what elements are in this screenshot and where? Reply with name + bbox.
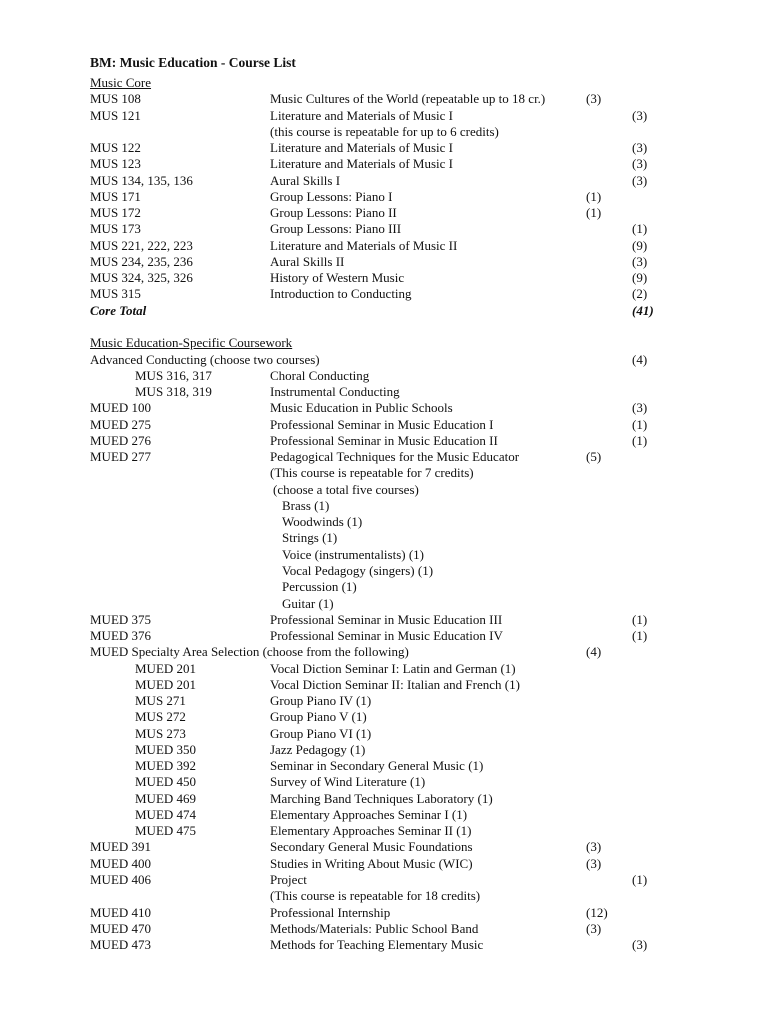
section-heading-row <box>0 75 768 91</box>
section-heading: Music Education-Specific Coursework <box>90 335 293 351</box>
course-code: MUED 450 <box>135 774 197 790</box>
course-code: MUS 318, 319 <box>135 384 212 400</box>
credit-value: (3) <box>632 253 648 269</box>
credit-value: (1) <box>632 432 648 448</box>
credit-value: (3) <box>586 920 602 936</box>
course-note: Vocal Pedagogy (singers) (1) <box>282 562 434 578</box>
credit-value: (4) <box>632 351 648 367</box>
course-title: Professional Internship <box>270 904 391 920</box>
course-note: (This course is repeatable for 18 credits) <box>270 888 481 904</box>
course-row <box>0 254 768 270</box>
course-row <box>0 709 768 725</box>
course-title: Group Lessons: Piano I <box>270 188 393 204</box>
course-row <box>0 742 768 758</box>
course-row <box>0 352 768 368</box>
total-row <box>0 303 768 319</box>
credit-value: (3) <box>632 156 648 172</box>
document-title: BM: Music Education - Course List <box>90 55 296 70</box>
total-credit-value: (41) <box>632 302 654 318</box>
credit-value: (1) <box>586 205 602 221</box>
course-row <box>0 823 768 839</box>
course-row <box>0 108 768 124</box>
course-code: MUS 271 <box>135 693 186 709</box>
course-code: MUED 275 <box>90 416 152 432</box>
course-note: Brass (1) <box>282 497 330 513</box>
credit-value: (1) <box>632 611 648 627</box>
course-title: Marching Band Techniques Laboratory (1) <box>270 790 493 806</box>
course-row <box>0 872 768 888</box>
note-row <box>0 514 768 530</box>
course-row <box>0 644 768 660</box>
credit-value: (1) <box>586 188 602 204</box>
section-heading: Music Core <box>90 75 152 90</box>
course-title: Group Lessons: Piano II <box>270 205 397 221</box>
course-row <box>0 400 768 416</box>
course-title: Literature and Materials of Music I <box>270 156 454 172</box>
course-code: MUS 272 <box>135 709 186 725</box>
course-code: MUS 324, 325, 326 <box>90 270 193 286</box>
course-code: MUS 173 <box>90 221 141 237</box>
note-row <box>0 498 768 514</box>
course-title: Studies in Writing About Music (WIC) <box>270 855 473 871</box>
course-title: Secondary General Music Foundations <box>270 839 473 855</box>
course-note: (this course is repeatable for up to 6 credits) <box>270 123 499 139</box>
course-row <box>0 91 768 107</box>
course-note: (choose a total five courses) <box>273 481 419 497</box>
course-code: MUED 470 <box>90 920 152 936</box>
credit-value: (12) <box>586 904 608 920</box>
course-code: MUED 350 <box>135 741 197 757</box>
course-title: Group Piano V (1) <box>270 709 367 725</box>
course-code: MUED 376 <box>90 628 152 644</box>
credit-value: (1) <box>632 628 648 644</box>
course-row <box>0 758 768 774</box>
course-row <box>0 286 768 302</box>
course-code: MUS 121 <box>90 107 141 123</box>
course-note: Percussion (1) <box>282 579 357 595</box>
course-row <box>0 417 768 433</box>
course-title: Methods for Teaching Elementary Music <box>270 937 484 953</box>
course-code: MUED 473 <box>90 937 152 953</box>
course-title: Elementary Approaches Seminar I (1) <box>270 806 468 822</box>
credit-value: (3) <box>632 937 648 953</box>
course-title: Group Piano VI (1) <box>270 725 372 741</box>
credit-value: (5) <box>586 449 602 465</box>
note-row <box>0 124 768 140</box>
course-code: MUS 234, 235, 236 <box>90 253 193 269</box>
course-row <box>0 433 768 449</box>
course-code: MUED 410 <box>90 904 152 920</box>
credit-value: (3) <box>586 839 602 855</box>
course-note: Woodwinds (1) <box>282 514 363 530</box>
course-title: Project <box>270 872 307 888</box>
course-code: MUED 475 <box>135 823 197 839</box>
credit-value: (3) <box>632 400 648 416</box>
note-row <box>0 596 768 612</box>
course-code: MUED 406 <box>90 872 152 888</box>
course-code: MUED 201 <box>135 660 197 676</box>
course-code: MUED 375 <box>90 611 152 627</box>
course-row <box>0 905 768 921</box>
course-row <box>0 140 768 156</box>
course-code: MUS 108 <box>90 91 141 107</box>
course-code: MUS 316, 317 <box>135 367 212 383</box>
course-code: MUED 100 <box>90 400 152 416</box>
course-code: MUS 123 <box>90 156 141 172</box>
credit-value: (1) <box>632 416 648 432</box>
course-title: History of Western Music <box>270 270 405 286</box>
course-note: Guitar (1) <box>282 595 334 611</box>
course-row <box>0 677 768 693</box>
course-title: Introduction to Conducting <box>270 286 412 302</box>
course-title: Music Cultures of the World (repeatable up to 18 cr.) <box>270 91 546 107</box>
course-row <box>0 238 768 254</box>
course-title: Choral Conducting <box>270 367 370 383</box>
course-title: Pedagogical Techniques for the Music Educator <box>270 449 520 465</box>
credit-value: (9) <box>632 270 648 286</box>
course-title: Literature and Materials of Music II <box>270 237 458 253</box>
note-row <box>0 482 768 498</box>
course-title: Professional Seminar in Music Education III <box>270 611 503 627</box>
course-row <box>0 726 768 742</box>
course-code: MUED Specialty Area Selection (choose from the following) <box>90 644 409 660</box>
course-row <box>0 368 768 384</box>
course-code: MUED 469 <box>135 790 197 806</box>
course-code: MUS 171 <box>90 188 141 204</box>
course-code: MUED 392 <box>135 758 197 774</box>
course-note: Voice (instrumentalists) (1) <box>282 546 425 562</box>
course-title: Jazz Pedagogy (1) <box>270 741 366 757</box>
course-title: Seminar in Secondary General Music (1) <box>270 758 484 774</box>
note-row <box>0 579 768 595</box>
total-label: Core Total <box>90 302 147 318</box>
course-row <box>0 221 768 237</box>
section-heading-row <box>0 335 768 351</box>
course-code: MUED 201 <box>135 676 197 692</box>
credit-value: (9) <box>632 237 648 253</box>
course-code: MUS 221, 222, 223 <box>90 237 193 253</box>
course-code: MUED 277 <box>90 449 152 465</box>
note-row <box>0 530 768 546</box>
course-title: Literature and Materials of Music I <box>270 140 454 156</box>
course-row <box>0 807 768 823</box>
course-code: MUS 134, 135, 136 <box>90 172 193 188</box>
note-row <box>0 563 768 579</box>
course-row <box>0 791 768 807</box>
course-row <box>0 270 768 286</box>
note-row <box>0 547 768 563</box>
course-row <box>0 173 768 189</box>
note-row <box>0 888 768 904</box>
course-code: MUS 172 <box>90 205 141 221</box>
course-title: Survey of Wind Literature (1) <box>270 774 426 790</box>
course-row <box>0 921 768 937</box>
course-row <box>0 661 768 677</box>
course-title: Elementary Approaches Seminar II (1) <box>270 823 472 839</box>
course-title: Aural Skills I <box>270 172 341 188</box>
course-row <box>0 839 768 855</box>
credit-value: (3) <box>632 140 648 156</box>
course-code: MUED 276 <box>90 432 152 448</box>
credit-value: (3) <box>632 107 648 123</box>
course-note: (This course is repeatable for 7 credits) <box>270 465 474 481</box>
course-row <box>0 449 768 465</box>
course-row <box>0 693 768 709</box>
course-code: Advanced Conducting (choose two courses) <box>90 351 320 367</box>
course-row <box>0 628 768 644</box>
credit-value: (3) <box>632 172 648 188</box>
credit-value: (1) <box>632 221 648 237</box>
course-title: Vocal Diction Seminar II: Italian and French (1) <box>270 676 520 692</box>
course-code: MUS 315 <box>90 286 141 302</box>
course-title: Group Piano IV (1) <box>270 693 372 709</box>
course-row <box>0 156 768 172</box>
course-code: MUED 400 <box>90 855 152 871</box>
course-title: Music Education in Public Schools <box>270 400 453 416</box>
spacer-row <box>0 319 768 335</box>
note-row <box>0 465 768 481</box>
course-title: Professional Seminar in Music Education I <box>270 416 494 432</box>
course-code: MUED 391 <box>90 839 152 855</box>
course-title: Professional Seminar in Music Education II <box>270 432 498 448</box>
course-row <box>0 205 768 221</box>
credit-value: (3) <box>586 855 602 871</box>
course-row <box>0 189 768 205</box>
course-row <box>0 774 768 790</box>
course-list <box>0 75 768 953</box>
credit-value: (4) <box>586 644 602 660</box>
course-title: Professional Seminar in Music Education IV <box>270 628 503 644</box>
credit-value: (1) <box>632 872 648 888</box>
course-code: MUED 474 <box>135 806 197 822</box>
course-code: MUS 273 <box>135 725 186 741</box>
course-title: Instrumental Conducting <box>270 384 400 400</box>
course-title: Vocal Diction Seminar I: Latin and German (1) <box>270 660 516 676</box>
credit-value: (3) <box>586 91 602 107</box>
course-note: Strings (1) <box>282 530 338 546</box>
course-title: Methods/Materials: Public School Band <box>270 920 479 936</box>
course-title: Aural Skills II <box>270 253 345 269</box>
credit-value: (2) <box>632 286 648 302</box>
course-row <box>0 612 768 628</box>
course-code: MUS 122 <box>90 140 141 156</box>
course-row <box>0 856 768 872</box>
course-row <box>0 937 768 953</box>
course-title: Literature and Materials of Music I <box>270 107 454 123</box>
course-title: Group Lessons: Piano III <box>270 221 402 237</box>
course-row <box>0 384 768 400</box>
